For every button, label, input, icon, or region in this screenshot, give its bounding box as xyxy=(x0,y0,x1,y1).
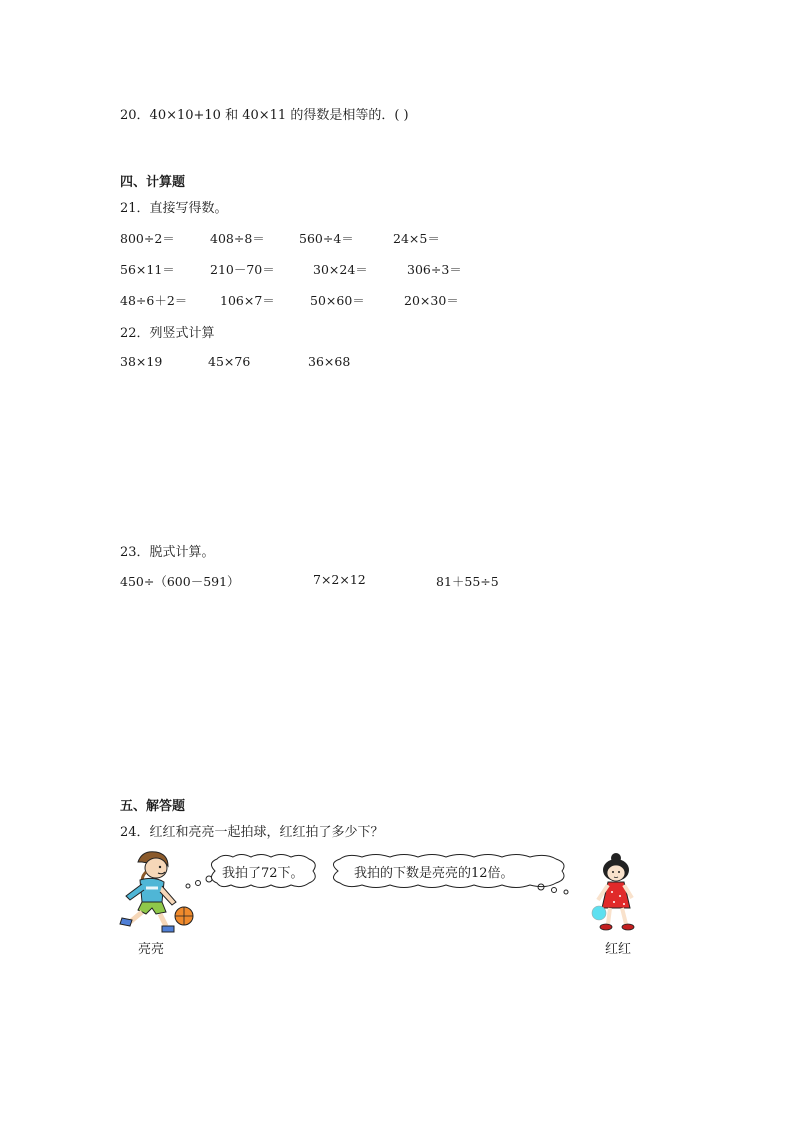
q22-item: 38×19 xyxy=(120,354,163,369)
q23-item: 81＋55÷5 xyxy=(436,574,499,589)
q21-cell: 24×5＝ xyxy=(393,231,440,246)
q21-cell: 106×7＝ xyxy=(220,293,275,308)
boy-dribbling-illustration xyxy=(118,848,200,934)
q21-cell: 408÷8＝ xyxy=(210,231,265,246)
question-21-title: 21．直接写得数。 xyxy=(120,201,228,216)
q21-cell: 560÷4＝ xyxy=(299,231,354,246)
boy-name-label: 亮亮 xyxy=(138,942,165,957)
q21-cell: 48÷6＋2＝ xyxy=(120,293,188,308)
q23-item: 450÷（600－591） xyxy=(120,574,240,589)
question-24-title: 24．红红和亮亮一起拍球，红红拍了多少下？ xyxy=(120,825,384,840)
girl-name-label: 红红 xyxy=(605,942,632,957)
question-23-title: 23．脱式计算。 xyxy=(120,545,215,560)
q21-cell: 210－70＝ xyxy=(210,262,275,277)
q23-item: 7×2×12 xyxy=(313,572,366,587)
section-5-title: 五、解答题 xyxy=(120,799,186,814)
thought-dots-right xyxy=(536,882,572,896)
q21-cell: 50×60＝ xyxy=(310,293,365,308)
q21-cell: 800÷2＝ xyxy=(120,231,175,246)
q21-cell: 306÷3＝ xyxy=(407,262,462,277)
speech-text-left: 我拍了72下。 xyxy=(222,866,304,881)
q22-item: 45×76 xyxy=(208,354,251,369)
q21-cell: 30×24＝ xyxy=(313,262,368,277)
q21-cell: 20×30＝ xyxy=(404,293,459,308)
q22-item: 36×68 xyxy=(308,354,351,369)
speech-text-right: 我拍的下数是亮亮的12倍。 xyxy=(354,866,514,881)
girl-bouncing-ball-illustration xyxy=(588,852,644,936)
question-20: 20．40×10+10 和 40×11 的得数是相等的．( ) xyxy=(120,108,409,123)
q21-cell: 56×11＝ xyxy=(120,262,175,277)
section-4-title: 四、计算题 xyxy=(120,175,186,190)
question-22-title: 22．列竖式计算 xyxy=(120,326,215,341)
